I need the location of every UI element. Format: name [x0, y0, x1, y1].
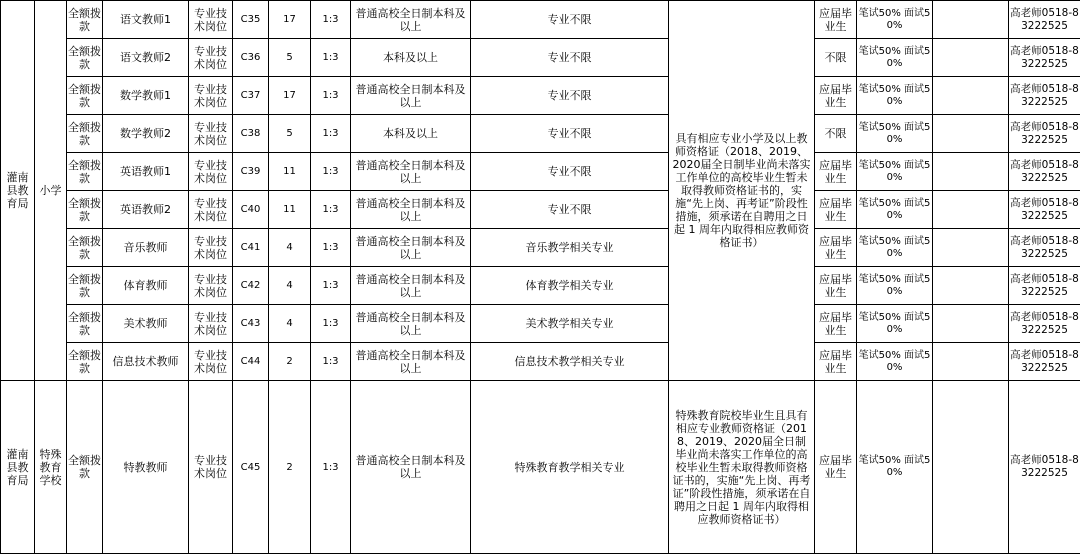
- education-cell: 普通高校全日制本科及以上: [351, 153, 471, 191]
- education-cell: 普通高校全日制本科及以上: [351, 229, 471, 267]
- education-cell: 普通高校全日制本科及以上: [351, 343, 471, 381]
- major-cell: 特殊教育教学相关专业: [471, 381, 669, 554]
- ratio-cell: 1:3: [311, 77, 351, 115]
- position-cell: 英语教师1: [103, 153, 189, 191]
- exam-ratio-cell: 笔试50% 面试50%: [857, 381, 933, 554]
- exam-ratio-cell: 笔试50% 面试50%: [857, 115, 933, 153]
- table-row: [1, 343, 1080, 381]
- blank-cell: [933, 343, 1009, 381]
- major-cell: 信息技术教学相关专业: [471, 343, 669, 381]
- post-type-cell: 专业技术岗位: [189, 191, 233, 229]
- requirements-cell: 特殊教育院校毕业生且具有相应专业教师资格证（2018、2019、2020届全日制毕业尚未落实工作单位的高校毕业生暂未取得教师资格证书的，实施“先上岗、再考证”阶段性措施，须承诺在自聘用之日起 1 周年内取得相应教师资格证书）: [669, 381, 815, 554]
- funding-cell: 全额拨款: [67, 229, 103, 267]
- ratio-cell: 1:3: [311, 153, 351, 191]
- education-cell: 普通高校全日制本科及以上: [351, 191, 471, 229]
- headcount-cell: 11: [269, 153, 311, 191]
- table-row: [1, 381, 1080, 554]
- requirements-cell: 具有相应专业小学及以上教师资格证（2018、2019、2020届全日制毕业尚未落实工作单位的高校毕业生暂未取得教师资格证书的，实施“先上岗、再考证”阶段性措施，须承诺在自聘用之日起 1 周年内取得相应教师资格证书）: [669, 1, 815, 381]
- post-type-cell: 专业技术岗位: [189, 77, 233, 115]
- ratio-cell: 1:3: [311, 229, 351, 267]
- position-cell: 美术教师: [103, 305, 189, 343]
- education-cell: 本科及以上: [351, 39, 471, 77]
- contact-cell: 高老师0518-83222525: [1009, 191, 1080, 229]
- target-cell: 应届毕业生: [815, 343, 857, 381]
- blank-cell: [933, 115, 1009, 153]
- post-type-cell: 专业技术岗位: [189, 153, 233, 191]
- exam-ratio-cell: 笔试50% 面试50%: [857, 153, 933, 191]
- position-code-cell: C36: [233, 39, 269, 77]
- education-cell: 普通高校全日制本科及以上: [351, 1, 471, 39]
- exam-ratio-cell: 笔试50% 面试50%: [857, 1, 933, 39]
- contact-cell: 高老师0518-83222525: [1009, 39, 1080, 77]
- headcount-cell: 5: [269, 39, 311, 77]
- target-cell: 不限: [815, 39, 857, 77]
- post-type-cell: 专业技术岗位: [189, 267, 233, 305]
- funding-cell: 全额拨款: [67, 1, 103, 39]
- headcount-cell: 4: [269, 305, 311, 343]
- position-code-cell: C40: [233, 191, 269, 229]
- table-row: [1, 77, 1080, 115]
- major-cell: 美术教学相关专业: [471, 305, 669, 343]
- post-type-cell: 专业技术岗位: [189, 343, 233, 381]
- blank-cell: [933, 305, 1009, 343]
- funding-cell: 全额拨款: [67, 153, 103, 191]
- headcount-cell: 17: [269, 77, 311, 115]
- education-cell: 普通高校全日制本科及以上: [351, 77, 471, 115]
- table-row: [1, 39, 1080, 77]
- blank-cell: [933, 39, 1009, 77]
- ratio-cell: 1:3: [311, 39, 351, 77]
- ratio-cell: 1:3: [311, 305, 351, 343]
- position-cell: 英语教师2: [103, 191, 189, 229]
- ratio-cell: 1:3: [311, 115, 351, 153]
- position-cell: 数学教师1: [103, 77, 189, 115]
- major-cell: 体育教学相关专业: [471, 267, 669, 305]
- position-code-cell: C44: [233, 343, 269, 381]
- major-cell: 专业不限: [471, 1, 669, 39]
- target-cell: 应届毕业生: [815, 1, 857, 39]
- blank-cell: [933, 1, 1009, 39]
- table-row: [1, 229, 1080, 267]
- major-cell: 专业不限: [471, 115, 669, 153]
- table-row: [1, 115, 1080, 153]
- post-type-cell: 专业技术岗位: [189, 115, 233, 153]
- ratio-cell: 1:3: [311, 191, 351, 229]
- headcount-cell: 11: [269, 191, 311, 229]
- contact-cell: 高老师0518-83222525: [1009, 77, 1080, 115]
- target-cell: 应届毕业生: [815, 153, 857, 191]
- headcount-cell: 4: [269, 267, 311, 305]
- table-row: [1, 267, 1080, 305]
- county-cell: 灌南县教育局: [1, 1, 35, 381]
- post-type-cell: 专业技术岗位: [189, 229, 233, 267]
- ratio-cell: 1:3: [311, 343, 351, 381]
- county-cell: 灌南县教育局: [1, 381, 35, 554]
- position-cell: 体育教师: [103, 267, 189, 305]
- contact-cell: 高老师0518-83222525: [1009, 115, 1080, 153]
- position-code-cell: C42: [233, 267, 269, 305]
- ratio-cell: 1:3: [311, 1, 351, 39]
- headcount-cell: 5: [269, 115, 311, 153]
- target-cell: 应届毕业生: [815, 191, 857, 229]
- target-cell: 应届毕业生: [815, 305, 857, 343]
- position-code-cell: C38: [233, 115, 269, 153]
- major-cell: 专业不限: [471, 39, 669, 77]
- position-cell: 语文教师2: [103, 39, 189, 77]
- blank-cell: [933, 153, 1009, 191]
- position-code-cell: C39: [233, 153, 269, 191]
- major-cell: 专业不限: [471, 191, 669, 229]
- ratio-cell: 1:3: [311, 267, 351, 305]
- position-cell: 音乐教师: [103, 229, 189, 267]
- exam-ratio-cell: 笔试50% 面试50%: [857, 343, 933, 381]
- education-cell: 普通高校全日制本科及以上: [351, 267, 471, 305]
- funding-cell: 全额拨款: [67, 191, 103, 229]
- blank-cell: [933, 381, 1009, 554]
- exam-ratio-cell: 笔试50% 面试50%: [857, 305, 933, 343]
- post-type-cell: 专业技术岗位: [189, 39, 233, 77]
- position-cell: 语文教师1: [103, 1, 189, 39]
- exam-ratio-cell: 笔试50% 面试50%: [857, 77, 933, 115]
- school-level-cell: 小学: [35, 1, 67, 381]
- headcount-cell: 17: [269, 1, 311, 39]
- school-level-cell: 特殊教育学校: [35, 381, 67, 554]
- position-code-cell: C37: [233, 77, 269, 115]
- position-code-cell: C45: [233, 381, 269, 554]
- target-cell: 应届毕业生: [815, 77, 857, 115]
- table-row: [1, 191, 1080, 229]
- position-code-cell: C35: [233, 1, 269, 39]
- contact-cell: 高老师0518-83222525: [1009, 1, 1080, 39]
- contact-cell: 高老师0518-83222525: [1009, 153, 1080, 191]
- ratio-cell: 1:3: [311, 381, 351, 554]
- table-row: [1, 153, 1080, 191]
- funding-cell: 全额拨款: [67, 267, 103, 305]
- education-cell: 普通高校全日制本科及以上: [351, 305, 471, 343]
- table-row: [1, 305, 1080, 343]
- exam-ratio-cell: 笔试50% 面试50%: [857, 39, 933, 77]
- major-cell: 专业不限: [471, 153, 669, 191]
- post-type-cell: 专业技术岗位: [189, 1, 233, 39]
- table-row: [1, 1, 1080, 39]
- contact-cell: 高老师0518-83222525: [1009, 343, 1080, 381]
- target-cell: 不限: [815, 115, 857, 153]
- contact-cell: 高老师0518-83222525: [1009, 381, 1080, 554]
- position-cell: 数学教师2: [103, 115, 189, 153]
- major-cell: 音乐教学相关专业: [471, 229, 669, 267]
- post-type-cell: 专业技术岗位: [189, 381, 233, 554]
- position-cell: 特教教师: [103, 381, 189, 554]
- exam-ratio-cell: 笔试50% 面试50%: [857, 191, 933, 229]
- headcount-cell: 2: [269, 343, 311, 381]
- blank-cell: [933, 77, 1009, 115]
- blank-cell: [933, 229, 1009, 267]
- funding-cell: 全额拨款: [67, 39, 103, 77]
- funding-cell: 全额拨款: [67, 381, 103, 554]
- exam-ratio-cell: 笔试50% 面试50%: [857, 267, 933, 305]
- contact-cell: 高老师0518-83222525: [1009, 267, 1080, 305]
- position-code-cell: C43: [233, 305, 269, 343]
- post-type-cell: 专业技术岗位: [189, 305, 233, 343]
- funding-cell: 全额拨款: [67, 343, 103, 381]
- education-cell: 本科及以上: [351, 115, 471, 153]
- major-cell: 专业不限: [471, 77, 669, 115]
- target-cell: 应届毕业生: [815, 267, 857, 305]
- blank-cell: [933, 267, 1009, 305]
- education-cell: 普通高校全日制本科及以上: [351, 381, 471, 554]
- exam-ratio-cell: 笔试50% 面试50%: [857, 229, 933, 267]
- position-code-cell: C41: [233, 229, 269, 267]
- funding-cell: 全额拨款: [67, 115, 103, 153]
- blank-cell: [933, 191, 1009, 229]
- contact-cell: 高老师0518-83222525: [1009, 305, 1080, 343]
- target-cell: 应届毕业生: [815, 229, 857, 267]
- headcount-cell: 4: [269, 229, 311, 267]
- contact-cell: 高老师0518-83222525: [1009, 229, 1080, 267]
- target-cell: 应届毕业生: [815, 381, 857, 554]
- funding-cell: 全额拨款: [67, 77, 103, 115]
- headcount-cell: 2: [269, 381, 311, 554]
- funding-cell: 全额拨款: [67, 305, 103, 343]
- position-cell: 信息技术教师: [103, 343, 189, 381]
